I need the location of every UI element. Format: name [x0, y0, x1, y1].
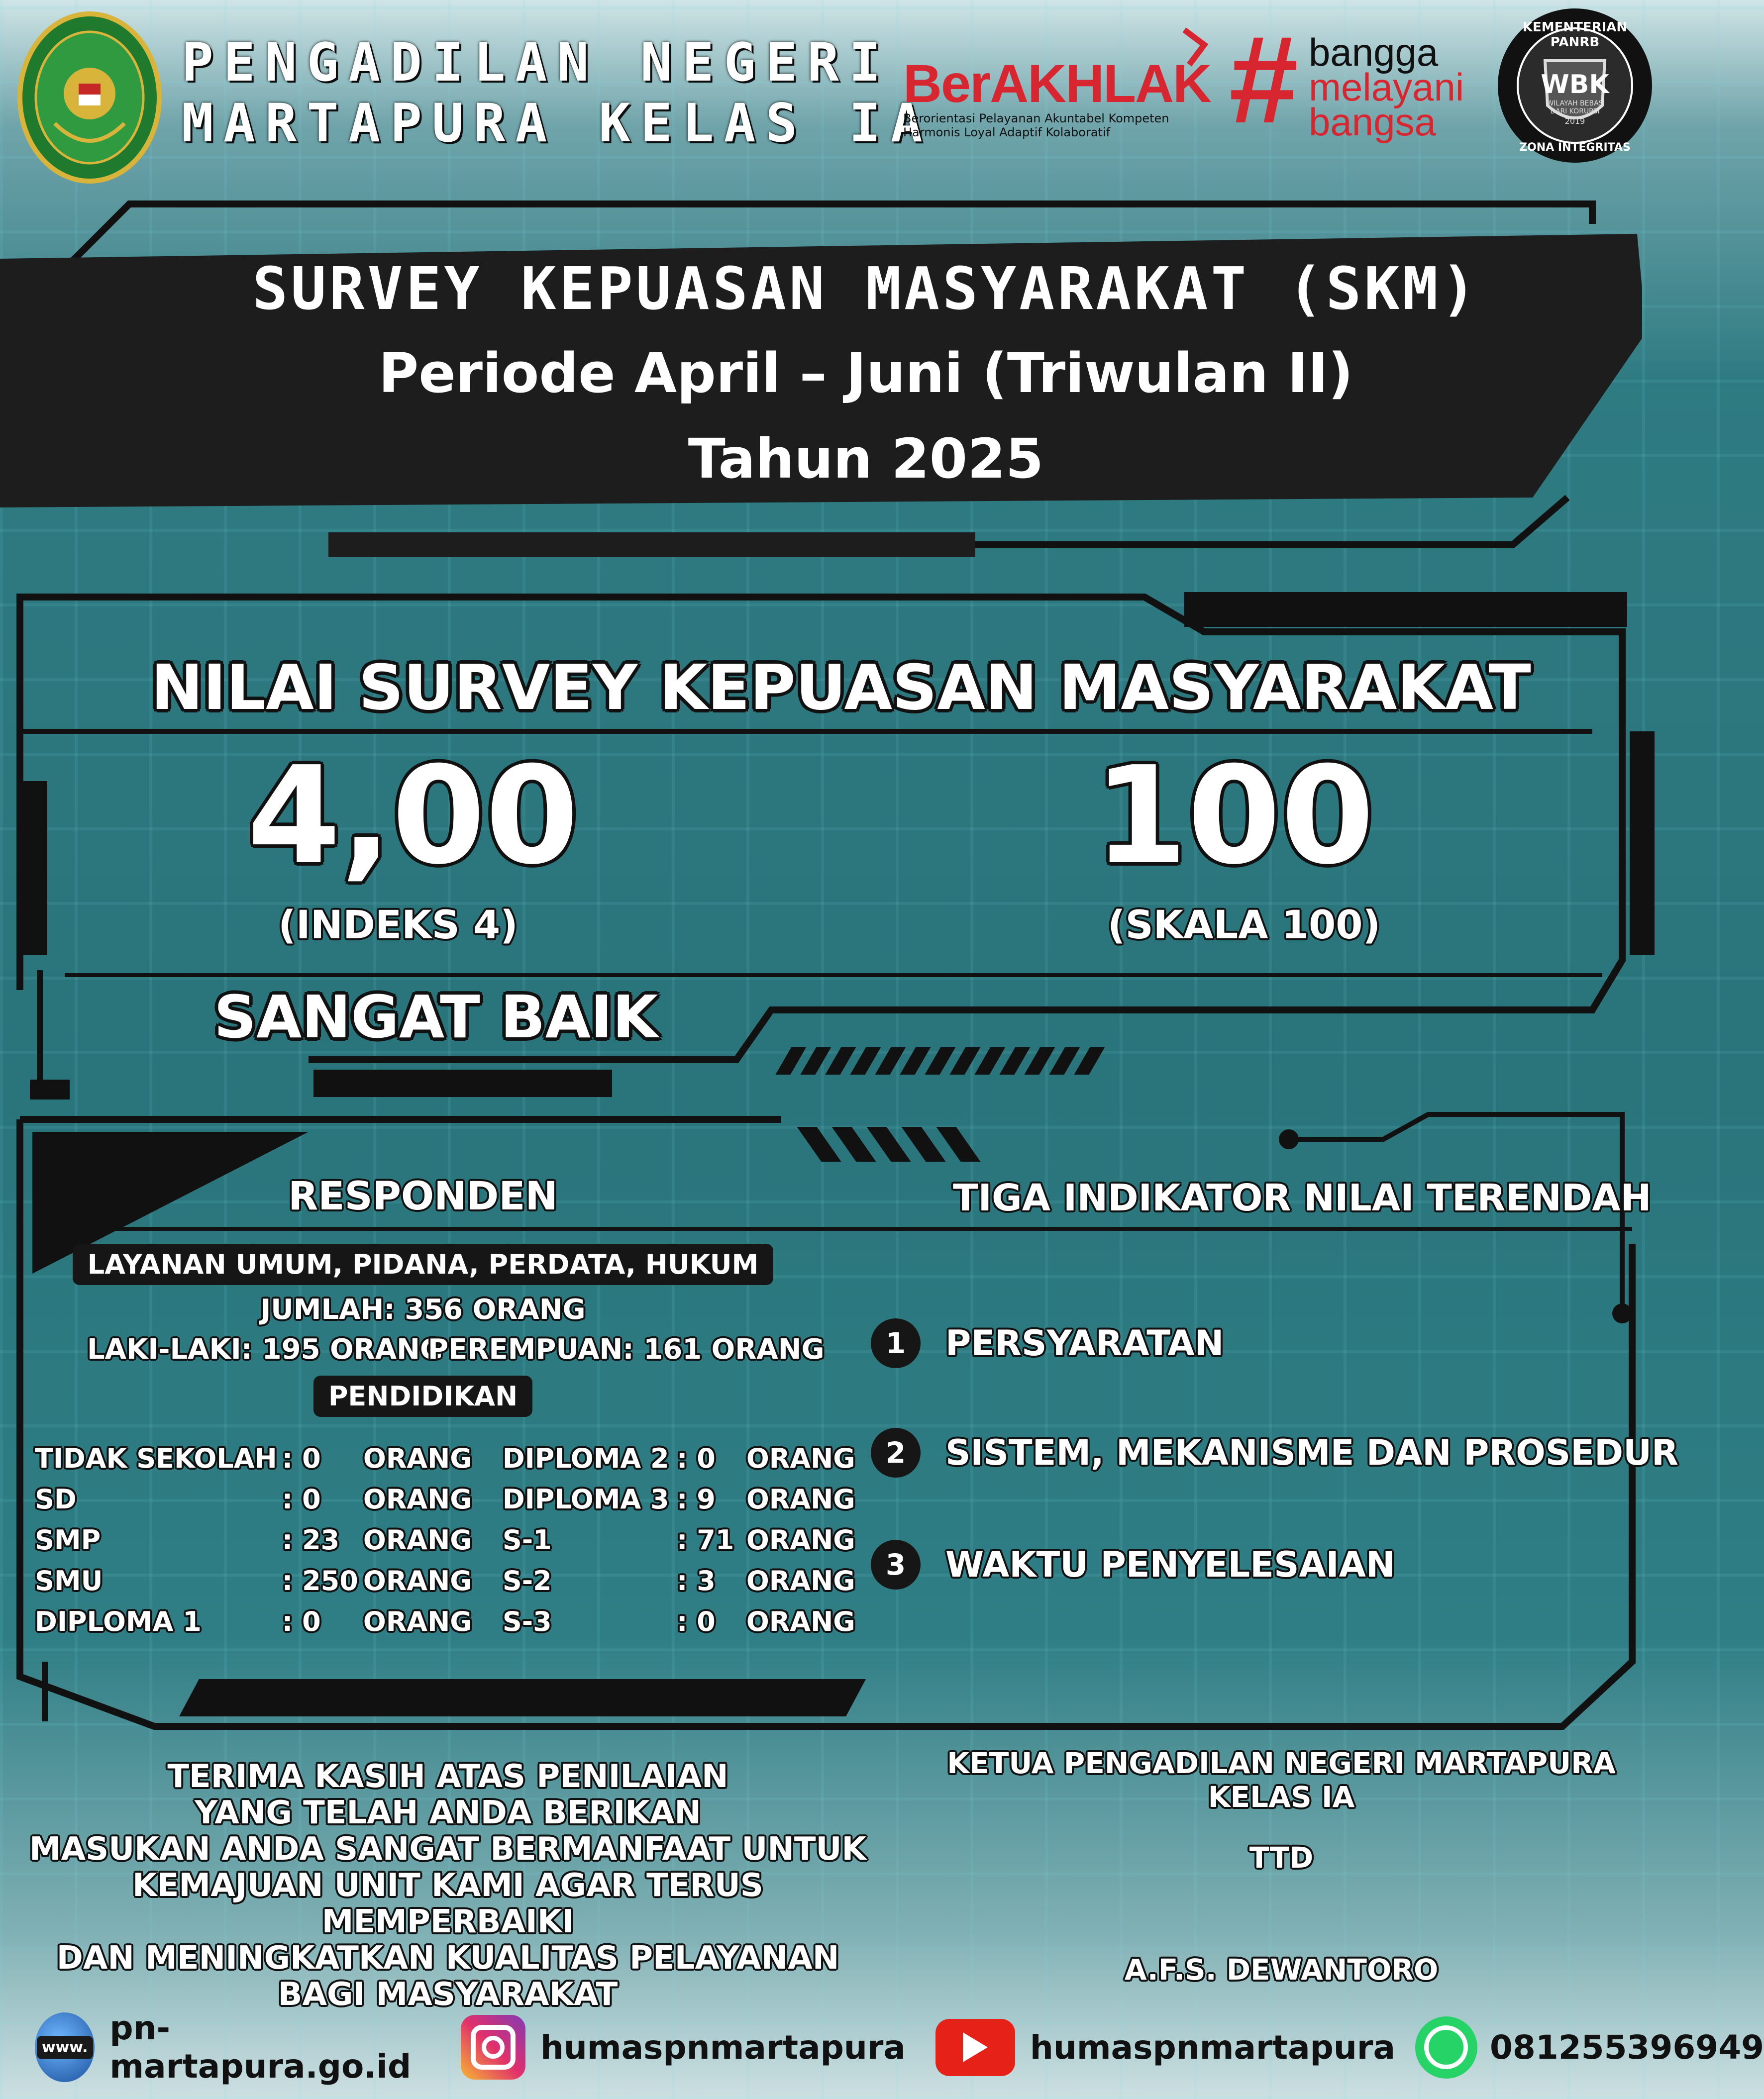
thanks-line: DAN MENINGKATKAN KUALITAS PELAYANAN: [56, 1940, 839, 1977]
edu-name: DIPLOMA 2: [502, 1442, 669, 1474]
title-block: [100, 249, 1632, 500]
education-pill-wrap: [50, 1376, 796, 1417]
wbk-center-text: WBK: [1541, 70, 1609, 100]
education-pill: PENDIDIKAN: [313, 1376, 532, 1417]
thanks-line: KEMAJUAN UNIT KAMI AGAR TERUS MEMPERBAIKI: [132, 1867, 763, 1940]
title-line3: Tahun 2025: [688, 427, 1044, 491]
title-line2: Periode April – Juni (Triwulan II): [378, 341, 1353, 405]
website-text: pn-martapura.go.id: [109, 2009, 412, 2086]
lowest-item-number: 2: [871, 1428, 921, 1478]
edu-unit: ORANG: [363, 1524, 472, 1556]
edu-unit: ORANG: [363, 1442, 472, 1474]
footer-whatsapp[interactable]: [1415, 2016, 1764, 2079]
court-seal-logo: [15, 9, 164, 186]
thanks-line: TERIMA KASIH ATAS PENILAIAN: [167, 1758, 728, 1795]
edu-value: : 71: [676, 1524, 734, 1556]
berakhlak-logo: [903, 25, 1212, 139]
table-row: [35, 1479, 860, 1519]
edu-value: : 250: [282, 1565, 358, 1597]
edu-unit: ORANG: [746, 1483, 855, 1515]
youtube-icon: [935, 2019, 1015, 2076]
title-line1: SURVEY KEPUASAN MASYARAKAT (SKM): [252, 254, 1479, 323]
signature-title: KETUA PENGADILAN NEGERI MARTAPURA KELAS IA: [947, 1746, 1616, 1814]
instagram-icon: [461, 2015, 525, 2080]
index-value: 4,00: [247, 737, 579, 894]
edu-unit: ORANG: [363, 1483, 472, 1515]
edu-unit: ORANG: [746, 1605, 855, 1637]
edu-name: DIPLOMA 3: [502, 1483, 669, 1515]
org-name-line1: PENGADILAN NEGERI: [182, 32, 891, 93]
thanks-line: MASUKAN ANDA SANGAT BERMANFAAT UNTUK: [29, 1831, 867, 1868]
whatsapp-text: 081255396949: [1489, 2028, 1764, 2067]
lowest-item: [871, 1318, 1224, 1368]
edu-name: SMP: [35, 1524, 101, 1556]
org-name: [182, 32, 933, 154]
edu-unit: ORANG: [746, 1565, 855, 1597]
lowest-item-label: WAKTU PENYELESAIAN: [945, 1544, 1395, 1585]
edu-name: S-1: [502, 1524, 552, 1556]
wbk-badge: [1495, 6, 1655, 165]
table-row: [35, 1438, 860, 1479]
signature-ttd: TTD: [1249, 1841, 1314, 1875]
thanks-message: [25, 1759, 871, 2013]
lowest-item: [871, 1540, 1395, 1590]
edu-name: DIPLOMA 1: [35, 1605, 202, 1637]
wbk-top-text: KEMENTERIAN PANRB: [1522, 20, 1628, 50]
lowest-item-number: 1: [871, 1318, 921, 1368]
lowest-item-label: SISTEM, MEKANISME DAN PROSEDUR: [945, 1432, 1678, 1473]
lowest-item-label: PERSYARATAN: [945, 1323, 1224, 1364]
edu-unit: ORANG: [746, 1442, 855, 1474]
edu-name: SMU: [35, 1565, 103, 1597]
respondents-male: LAKI-LAKI: 195 ORANG: [87, 1333, 443, 1366]
footer-bar: [0, 2007, 1764, 2087]
melayani-word: melayani: [1309, 65, 1464, 109]
chevron-accent-icon: [1179, 25, 1214, 70]
bangga-word: bangga: [1309, 30, 1439, 74]
bangga-melayani-logo: [1229, 10, 1488, 149]
lowest-item-number: 3: [871, 1540, 921, 1590]
scale-value: 100: [1094, 737, 1374, 894]
org-name-line2: MARTAPURA KELAS IA: [182, 93, 933, 154]
www-badge: www.: [37, 2036, 93, 2059]
edu-name: SD: [35, 1483, 77, 1515]
edu-value: : 0: [282, 1483, 321, 1515]
respondents-total: JUMLAH: 356 ORANG: [260, 1294, 586, 1326]
court-seal-icon: [15, 9, 164, 186]
footer-youtube[interactable]: [935, 2019, 1395, 2076]
instagram-text: humaspnmartapura: [540, 2028, 906, 2067]
respondents-heading: RESPONDEN: [288, 1174, 558, 1219]
wbk-sub1: WILAYAH BEBAS: [1547, 100, 1603, 107]
scale-label: (SKALA 100): [1107, 903, 1381, 948]
edu-value: : 0: [676, 1605, 716, 1637]
edu-value: : 3: [676, 1565, 716, 1597]
footer-website[interactable]: [35, 2009, 421, 2086]
index-label: (INDEKS 4): [278, 903, 518, 948]
edu-unit: ORANG: [363, 1605, 472, 1637]
edu-name: S-3: [502, 1605, 552, 1637]
edu-unit: ORANG: [363, 1565, 472, 1597]
table-row: [35, 1560, 860, 1601]
edu-value: : 23: [282, 1524, 340, 1556]
table-row: [35, 1601, 860, 1642]
youtube-text: humaspnmartapura: [1030, 2028, 1395, 2067]
edu-value: : 0: [282, 1442, 321, 1474]
edu-unit: ORANG: [746, 1524, 855, 1556]
edu-name: TIDAK SEKOLAH: [35, 1442, 277, 1474]
score-heading: NILAI SURVEY KEPUASAN MASYARAKAT: [151, 652, 1531, 724]
services-pill: LAYANAN UMUM, PIDANA, PERDATA, HUKUM: [73, 1244, 774, 1285]
edu-value: : 9: [676, 1483, 716, 1515]
hashtag-icon: #: [1229, 10, 1299, 149]
footer-instagram[interactable]: [461, 2015, 906, 2080]
lowest-heading: TIGA INDIKATOR NILAI TERENDAH: [953, 1177, 1652, 1219]
wbk-sub2: DARI KORUPSI: [1550, 107, 1600, 115]
wbk-year: 2019: [1564, 116, 1585, 126]
respondents-female: PEREMPUAN: 161 ORANG: [428, 1333, 825, 1366]
services-pill-wrap: [50, 1244, 796, 1285]
lowest-item: [871, 1428, 1678, 1478]
category-text: SANGAT BAIK: [214, 983, 658, 1051]
edu-value: : 0: [676, 1442, 716, 1474]
whatsapp-icon: [1415, 2016, 1477, 2079]
thanks-line: YANG TELAH ANDA BERIKAN: [195, 1795, 701, 1831]
edu-value: : 0: [282, 1605, 321, 1637]
thanks-line: BAGI MASYARAKAT: [278, 1976, 618, 2013]
berakhlak-line1: Berorientasi Pelayanan Akuntabel Kompeten: [903, 111, 1169, 125]
wbk-bottom-text: ZONA INTEGRITAS: [1519, 141, 1631, 154]
edu-name: S-2: [502, 1565, 552, 1597]
signature-name: A.F.S. DEWANTORO: [1124, 1953, 1439, 1987]
berakhlak-title: BerAKHLAK: [903, 53, 1211, 113]
berakhlak-line2: Harmonis Loyal Adaptif Kolaboratif: [903, 125, 1111, 139]
education-table: [35, 1438, 860, 1642]
table-row: [35, 1519, 860, 1560]
bangsa-word: bangsa: [1309, 100, 1436, 144]
globe-www-icon: [35, 2012, 95, 2082]
